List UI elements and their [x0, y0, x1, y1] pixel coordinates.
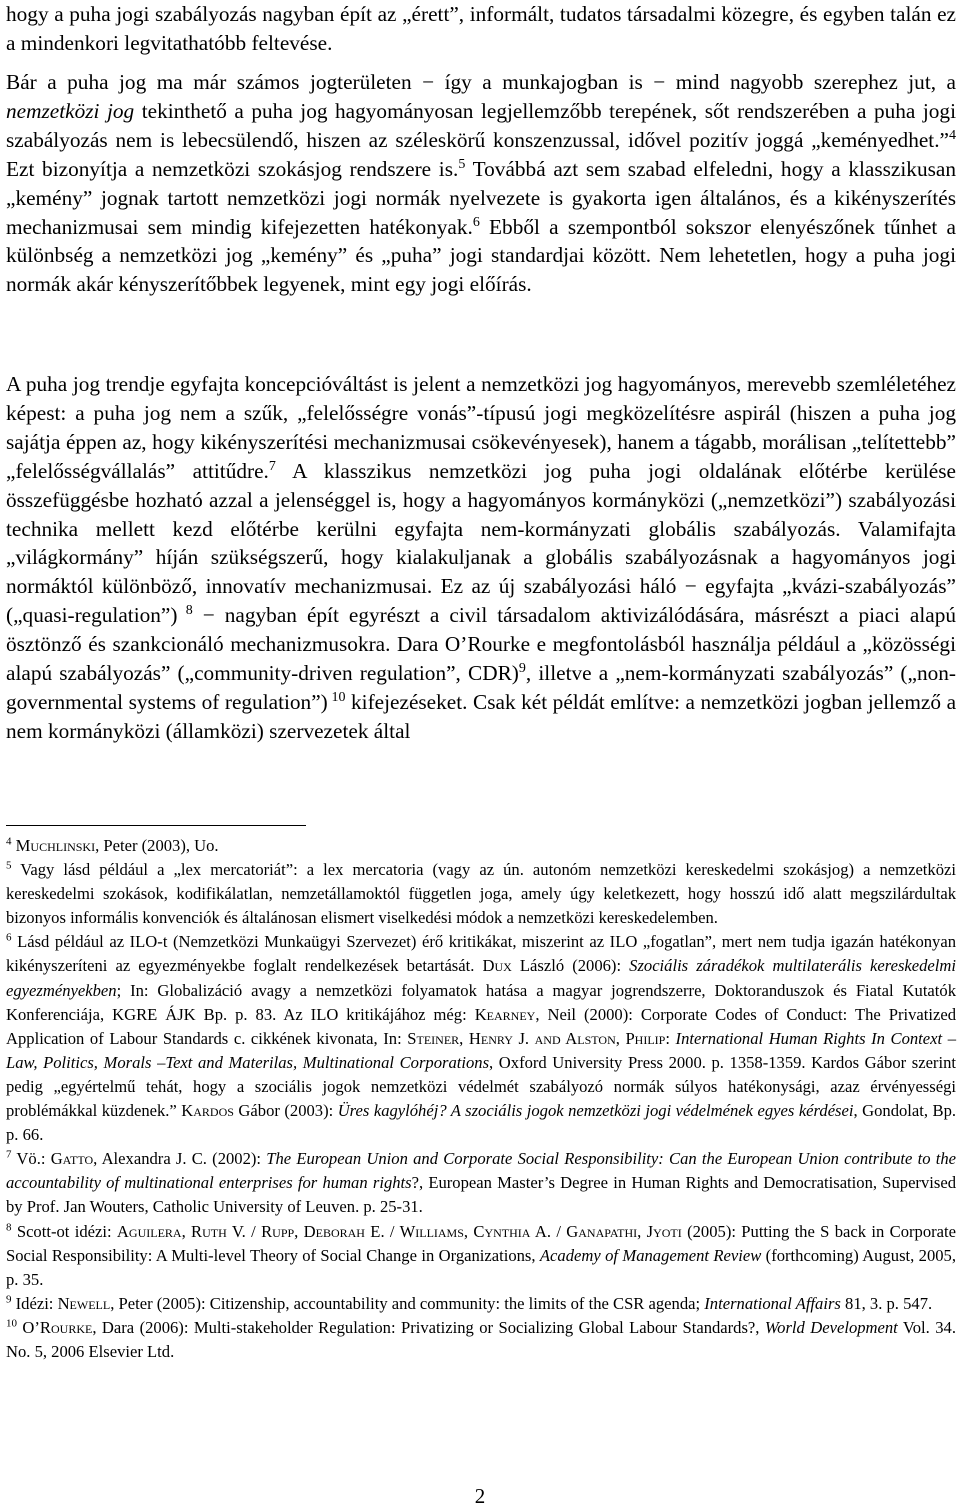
- text-run: Lásd például az ILO-t (Nemzetközi Munkaügyi Szervezet) érő kritikákat, miszerint az ILO „fogatlan”, mert nem tudja igazán hatékonyan kikényszeríteni az egyezményekbe foglalt rendelkezések betartását.: [6, 932, 956, 976]
- footnote-reference: 5: [6, 859, 12, 872]
- text-run: Aguilera, Ruth V. / Rupp, Deborah E. / Williams, Cynthia A. / Ganapathi, Jyoti: [116, 1221, 682, 1241]
- text-run: , Peter (2003), Uo.: [95, 836, 219, 855]
- text-run: International Human Rights In Context – Law, Politics, Morals –Text and Materilas, Multinational Corporations: [6, 1028, 956, 1072]
- footnote-reference: 9: [518, 660, 526, 676]
- text-run: tekinthető a puha jog hagyományosan legjellemzőbb terepének, sőt rendszerében a puha jogi szabályozás nem is lebecsülendő, hiszen az széleskörű konszenzussal, idővel pozitív joggá „keményedhet.”: [6, 98, 956, 152]
- footnote-reference: 10: [327, 689, 346, 705]
- footnote-6: [6, 930, 956, 1147]
- text-run: :: [665, 1028, 676, 1048]
- text-run: Muchlinski: [15, 836, 96, 855]
- footnote-reference: 4: [949, 127, 956, 143]
- footnote-reference: 5: [458, 156, 466, 172]
- text-run: hogy a puha jogi szabályozás nagyban épít az „érett”, informált, tudatos társadalmi közegre, és egyben talán ez a mindenkori legvitathatóbb feltevése.: [6, 2, 956, 55]
- text-run: Scott-ot idézi:: [11, 1221, 117, 1241]
- footnote-5: [6, 858, 956, 930]
- text-run: Idézi:: [11, 1293, 58, 1313]
- footnote-reference: 6: [472, 214, 480, 230]
- body-paragraph-1: [6, 0, 956, 58]
- text-run: 81, 3. p. 547.: [840, 1293, 933, 1313]
- text-run: nemzetközi jog: [6, 98, 135, 123]
- body-paragraph-3: [6, 370, 956, 746]
- footnotes-section: [6, 834, 956, 1364]
- text-run: Steiner, Henry J. and Alston, Philip: [407, 1028, 666, 1048]
- text-run: Kardos: [181, 1101, 234, 1121]
- text-run: , Dara (2006): Multi-stakeholder Regulation: Privatizing or Socializing Global Labour Standards?,: [92, 1317, 765, 1337]
- footnote-separator: [6, 825, 306, 826]
- text-run: , Gondolat, Bp. p. 66.: [6, 1101, 957, 1145]
- text-run: Ezt bizonyítja a nemzetközi szokásjog rendszere is.: [6, 156, 459, 181]
- footnote-reference: 9: [6, 1293, 12, 1306]
- text-run: Ebből a szempontból sokszor elenyészőnek tűnhet a különbség a nemzetközi jog „kemény” és „puha” jogi standardjai között. Nem lehetetlen, hogy a puha jogi normák akár kényszerítőbbek legyenek, mint egy jogi előírás.: [6, 214, 957, 297]
- text-run: László (2006):: [511, 956, 630, 976]
- text-run: A klasszikus nemzetközi jog puha jogi oldalának előtérbe kerülése összefüggésbe hozható azzal a jelenséggel is, hogy a hagyományos kormányközi („nemzetközi”) szabályozási technika mellett kezd előtérbe kerülni egyfajta nem-kormányzati globális szabályozás. Valamifajta „világkormány” híján szükségszerű, hogy kialakuljanak a globális szabályozásnak a hagyományos jogi normáktól különböző, innovatív mechanizmusai. Ez az új szabályozási háló − egyfajta „kvázi-szabályozás” („quasi-regulation”): [6, 458, 956, 628]
- footnote-8: [6, 1220, 956, 1292]
- text-run: Gábor (2003):: [233, 1101, 338, 1121]
- text-run: Üres kagylóhéj? A szociális jogok nemzetközi jogi védelmének egyes kérdései: [337, 1101, 854, 1121]
- footnote-reference: 7: [6, 1148, 12, 1161]
- footnote-reference: 8: [177, 603, 193, 619]
- text-run: Továbbá azt sem szabad elfeledni, hogy a klasszikusan „kemény” jognak tartott nemzetközi jogi normák nyelvezete is gyakorta igen általános, és a kikényszerítés mechanizmusai sem mindig kifejezetten hatékonyak.: [6, 156, 956, 239]
- text-run: − nagyban épít egyrészt a civil társadalom aktivizálódására, másrészt a piaci alapú ösztönző és szankcionáló mechanizmusokra. Dara O’Rourke e megfontolásból használja például a „közösségi alapú szabályozás” („community-driven regulation”, CDR): [6, 603, 957, 686]
- footnote-4: [6, 834, 956, 858]
- text-run: (forthcoming) August, 2005, p. 35.: [6, 1245, 956, 1289]
- text-run: Kearney: [474, 1004, 536, 1024]
- body-paragraph-2: [6, 68, 956, 299]
- footnote-reference: 4: [6, 835, 12, 848]
- text-run: Gatto: [50, 1149, 94, 1169]
- text-run: ; In: Globalizáció avagy a nemzetközi folyamatok hatása a magyar jogrendszerre, Doktoranduszok és Fiatal Kutatók Konferenciája, KGRE ÁJK Bp. p. 83. Az ILO kritikájához még:: [6, 980, 956, 1024]
- text-run: kifejezéseket. Csak két példát említve: a nemzetközi jogban jellemző a nem kormányközi (államközi) szervezetek által: [6, 689, 957, 743]
- text-run: Bár a puha jog ma már számos jogterületen − így a munkajogban is − mind nagyobb szerephez jut, a: [6, 70, 956, 94]
- text-run: Vol. 34. No. 5, 2006 Elsevier Ltd.: [6, 1317, 956, 1361]
- text-run: A puha jog trendje egyfajta koncepcióváltást is jelent a nemzetközi jog hagyományos, merevebb szemléletéhez képest: a puha jog nem a szűk, „felelősségre vonás”-típusú jogi megközelítésre aspirál (hiszen a puha jog sajátja éppen az, hogy kikényszerítési mechanizmusai csökevényesek), hanem a tágabb, morálisan „telítettebb” „felelősségvállalás” attitűdre.: [6, 372, 956, 483]
- text-run: Szociális záradékok multilaterális kereskedelmi egyezményekben: [6, 956, 956, 1000]
- text-run: Newell: [57, 1293, 111, 1313]
- footnote-reference: 8: [6, 1220, 12, 1233]
- footnote-9: [6, 1292, 956, 1316]
- text-run: ?, European Master’s Degree in Human Rights and Democratisation, Supervised by Prof. Jan Wouters, Catholic University of Leuven. p. 25-31.: [6, 1173, 956, 1217]
- text-run: , Peter (2005): Citizenship, accountability and community: the limits of the CSR agenda;: [110, 1293, 705, 1313]
- text-run: International Affairs: [704, 1293, 841, 1313]
- footnote-reference: 10: [6, 1317, 17, 1330]
- text-run: (2005): Putting the S back in Corporate Social Responsibility: A Multi-level Theory of Social Change in Organizations,: [6, 1221, 956, 1265]
- text-run: Dux: [482, 956, 512, 976]
- text-run: Academy of Management Review: [539, 1245, 762, 1265]
- footnote-7: [6, 1147, 956, 1219]
- footnote-reference: 7: [268, 458, 276, 474]
- text-run: , Oxford University Press 2000. p. 1358-1359. Kardos Gábor szerint pedig „egyértelmű tehát, hogy a szociális jogok nemzetközi védelmét szabályozó normák súlyos hatékonysági, azaz érvényességi problémákkal küzdenek.”: [6, 1052, 956, 1121]
- text-run: O’Rourke: [22, 1317, 93, 1337]
- text-run: , illetve a „nem-kormányzati szabályozás” („non-governmental systems of regulation”): [6, 661, 957, 714]
- text-run: , Alexandra J. C. (2002):: [93, 1149, 267, 1169]
- footnote-10: [6, 1316, 956, 1364]
- footnote-reference: 6: [6, 931, 12, 944]
- text-run: , Neil (2000): Corporate Codes of Conduct: The Privatized Application of Labour Standards c. cikkének kivonata, In:: [6, 1004, 956, 1048]
- text-run: World Development: [764, 1317, 898, 1337]
- text-run: Vö.:: [11, 1149, 51, 1169]
- page-number: 2: [474, 1484, 486, 1508]
- text-run: The European Union and Corporate Social Responsibility: Can the European Union contribute to the accountability of multinational enterprises for human rights: [6, 1149, 956, 1193]
- text-run: Vagy lásd például a „lex mercatoriát”: a lex mercatoria (vagy az ún. autonóm nemzetközi kereskedelmi szokásjog) a nemzetközi kereskedelmi szokások, kodifikálatlan, nemzetállamoktól független joga, amely úgy keletkezett, hogy hosszú idő alatt megszilárdultak bizonyos informális konvenciók és általánosan elismert viselkedési módok a nemzetközi kereskedelemben.: [6, 860, 956, 928]
